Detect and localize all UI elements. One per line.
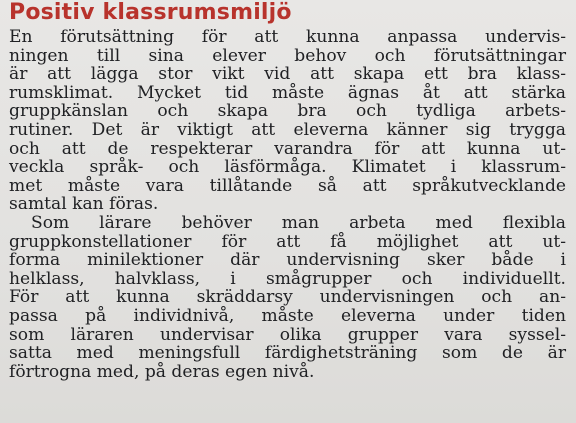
text-line: rumsklimat. Mycket tid måste ägnas åt att stärka [9, 82, 566, 103]
text-line: är att lägga stor vikt vid att skapa ett bra klass- [9, 64, 566, 85]
body-text [9, 26, 566, 381]
text-line: helklass, halvklass, i smågrupper och individuellt. [9, 268, 566, 289]
text-line: För att kunna skräddarsy undervisningen och an- [9, 287, 566, 308]
text-line: En förutsättning för att kunna anpassa undervis- [9, 27, 566, 47]
text-line: ningen till sina elever behov och förutsättningar [9, 45, 566, 66]
text-line: rutiner. Det är viktigt att eleverna känner sig trygga [9, 119, 566, 140]
text-line: och att de respekterar varandra för att kunna ut- [9, 138, 566, 159]
text-line: gruppkonstellationer för att få möjlighet att ut- [9, 231, 566, 252]
text-line: som läraren undervisar olika grupper vara syssel- [9, 324, 566, 345]
text-line: Som lärare behöver man arbeta med flexibla [31, 212, 566, 233]
text-line: passa på individnivå, måste eleverna under tiden [9, 305, 566, 326]
text-line: satta med meningsfull färdighetsträning som de är [9, 343, 566, 364]
text-line: samtal kan föras. [9, 194, 159, 215]
text-line: veckla språk- och läsförmåga. Klimatet i klassrum- [9, 157, 566, 178]
section-heading: Positiv klassrumsmiljö [9, 0, 292, 25]
text-line: gruppkänslan och skapa bra och tydliga arbets- [9, 101, 566, 122]
text-line: met måste vara tillåtande så att språkutvecklande [9, 175, 566, 196]
text-line: förtrogna med, på deras egen nivå. [9, 361, 315, 382]
text-line: forma minilektioner där undervisning sker både i [9, 250, 566, 271]
